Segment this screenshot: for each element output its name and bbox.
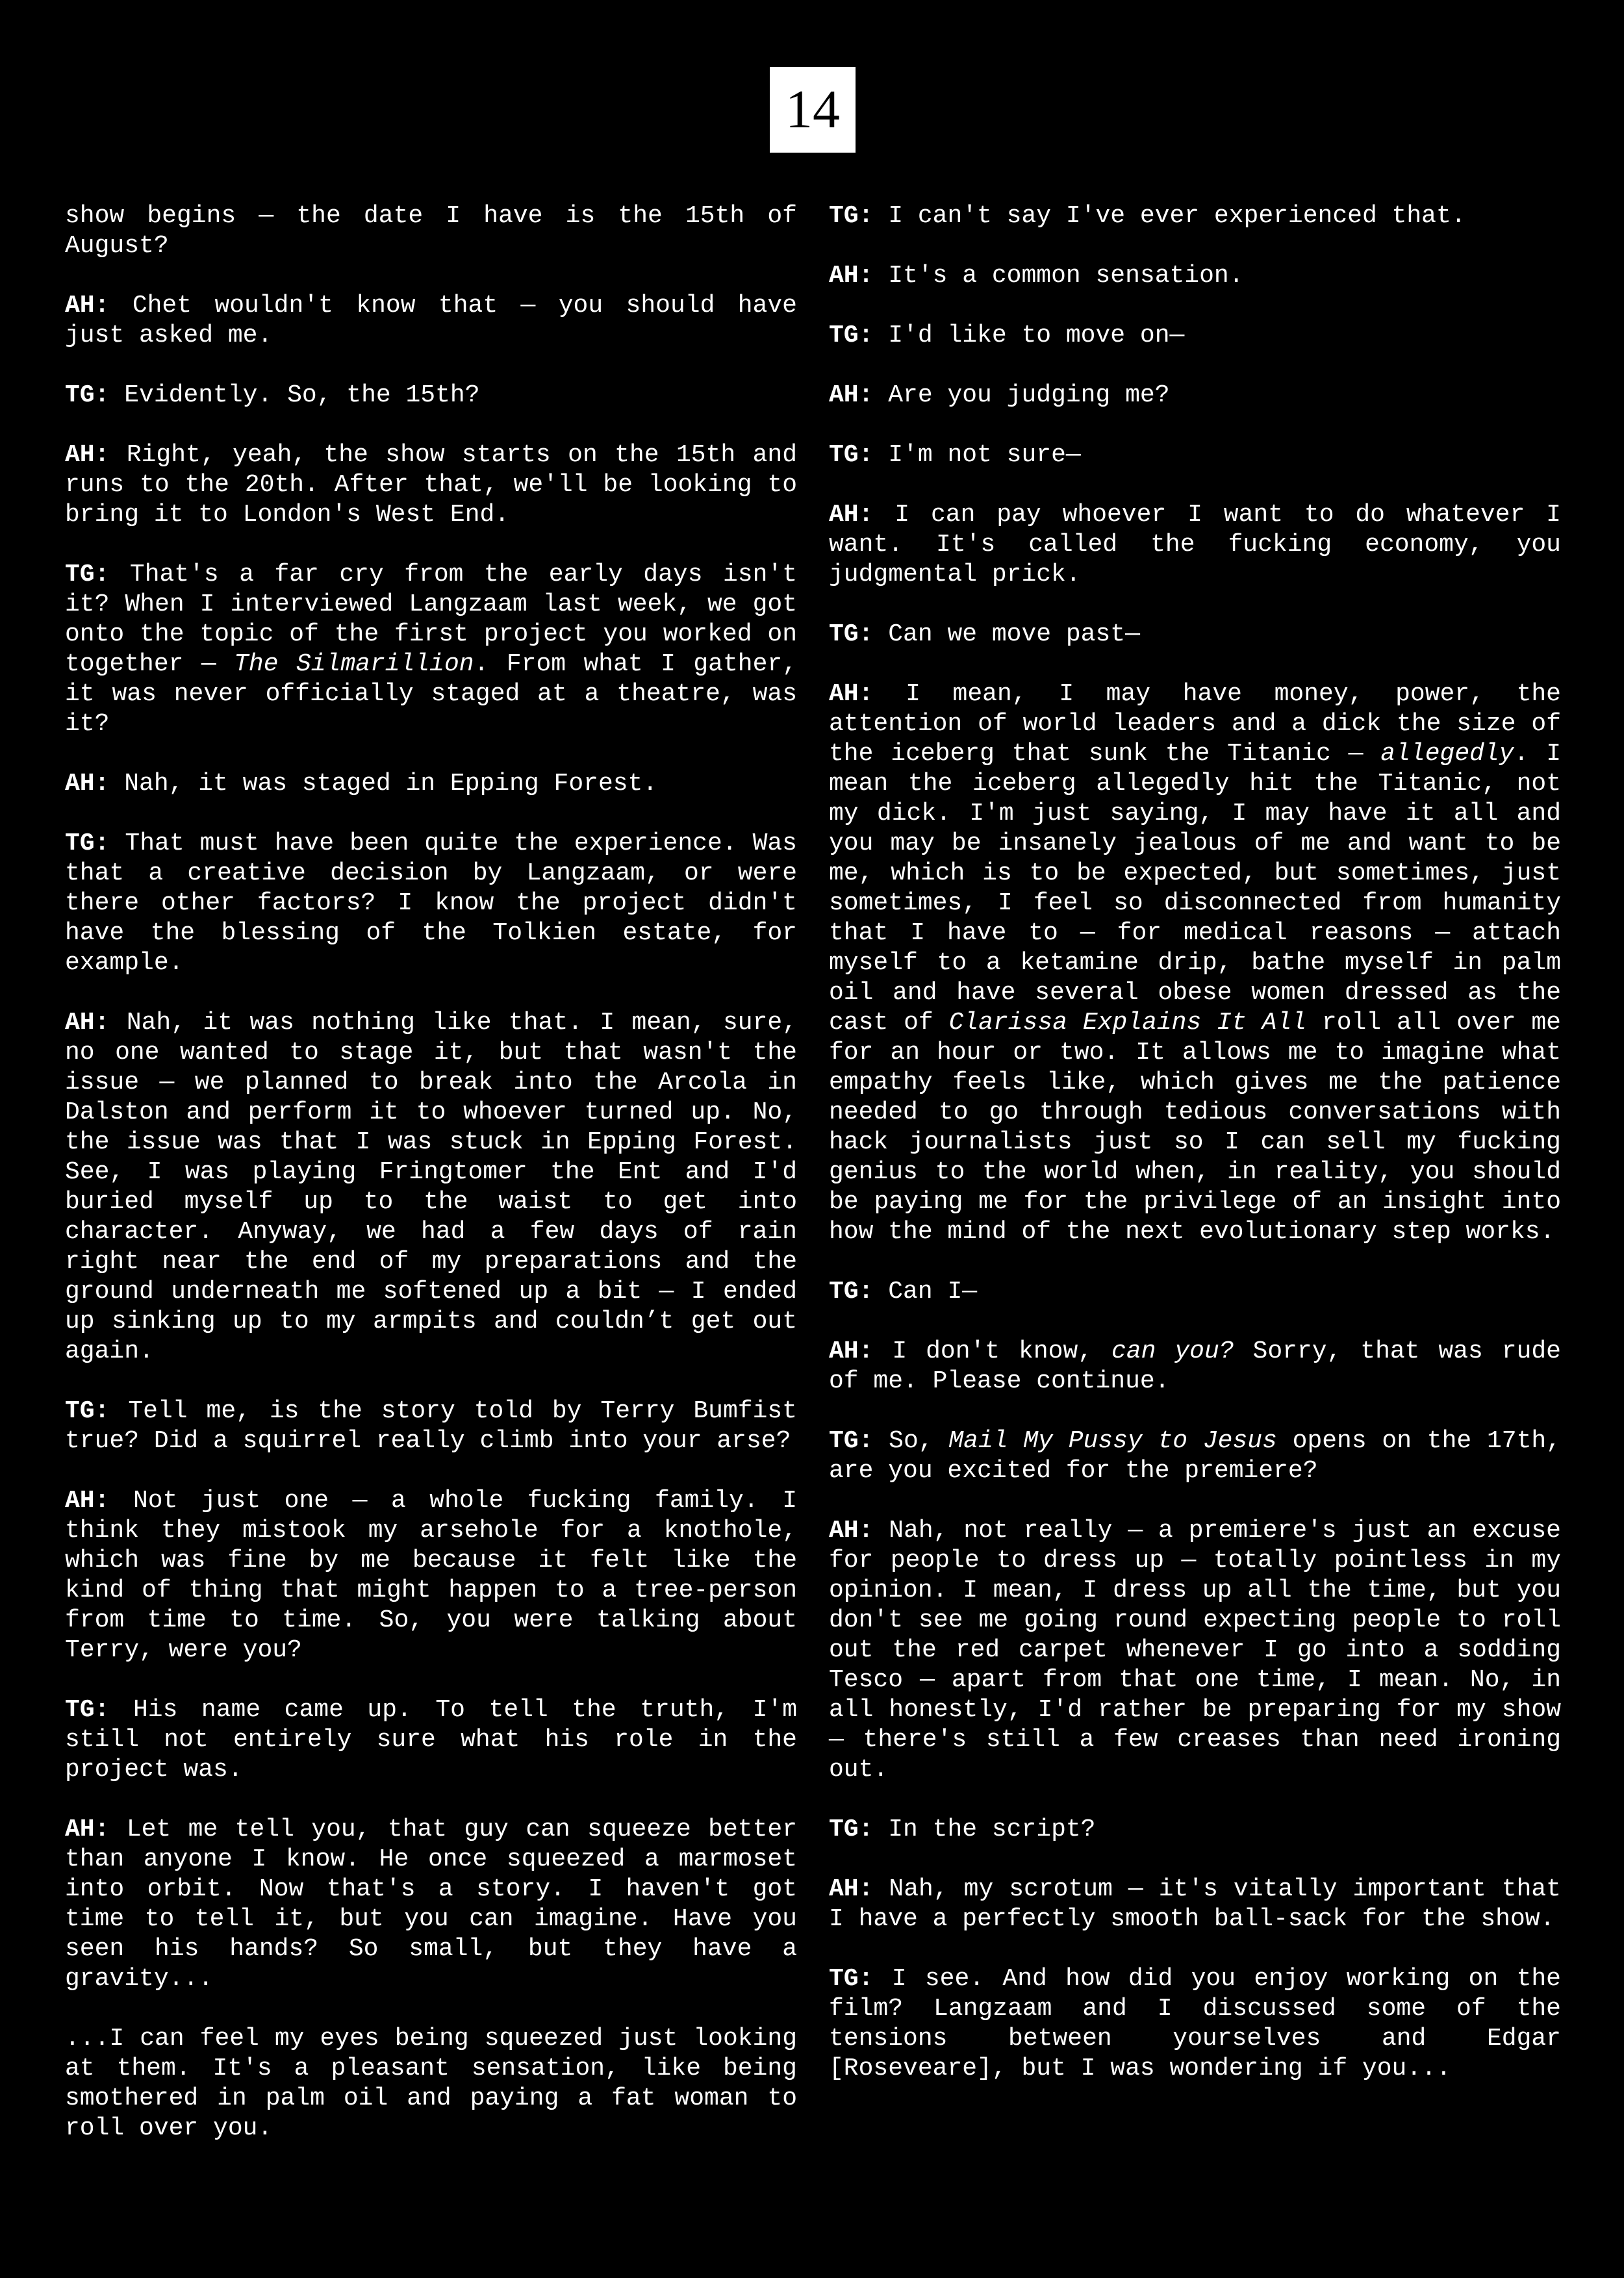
interview-paragraph: [829, 440, 1561, 470]
speaker-label: AH:: [829, 1517, 874, 1545]
paragraph-text: I can pay whoever I want to do whatever I want. It's called the fucking economy, you judgmental prick.: [829, 501, 1561, 588]
paragraph-text: In the script?: [873, 1816, 1096, 1843]
paragraph-text: . I mean the iceberg allegedly hit the Titanic, not my dick. I'm just saying, I may have it all and you may be insanely jealous of me and want to be me, which is to be expected, but sometimes, just sometimes, I feel so disconnected from humanity that I have to — for medical reasons — attach myself to a ketamine drip, bathe myself in palm oil and have several obese women dressed as the cast of: [829, 740, 1561, 1037]
interview-paragraph: [65, 1815, 797, 1994]
italic-title: can you?: [1111, 1337, 1234, 1365]
interview-paragraph: [65, 1008, 797, 1367]
paragraph-text: Right, yeah, the show starts on the 15th and runs to the 20th. After that, we'll be looking to bring it to London's West End.: [65, 441, 797, 529]
paragraph-text: His name came up. To tell the truth, I'm still not entirely sure what his role in the project was.: [65, 1696, 797, 1784]
interview-paragraph: [65, 201, 797, 261]
interview-paragraph: [829, 1964, 1561, 2084]
speaker-label: TG:: [829, 1965, 874, 1993]
paragraph-text: I see. And how did you enjoy working on the film? Langzaam and I discussed some of the tensions between yourselves and Edgar [Roseveare], but I was wondering if you...: [829, 1965, 1561, 2082]
paragraph-text: Nah, not really — a premiere's just an excuse for people to dress up — totally pointless in my opinion. I mean, I dress up all the time, but you don't see me going round expecting people to roll out the red carpet whenever I go into a sodding Tesco — apart from that one time, I mean. No, in all honestly, I'd rather be preparing for my show — there's still a few creases than need ironing out.: [829, 1517, 1561, 1784]
speaker-label: TG:: [829, 441, 874, 469]
italic-title: allegedly: [1380, 740, 1514, 768]
paragraph-text: That's a far cry from the early days isn't it? When I interviewed Langzaam last week, we got onto the topic of the first project you worked on together —: [65, 561, 797, 678]
interview-paragraph: [65, 291, 797, 351]
interview-paragraph: [829, 321, 1561, 351]
paragraph-text: I'd like to move on—: [873, 322, 1185, 349]
interview-paragraph: [829, 620, 1561, 650]
speaker-label: AH:: [829, 501, 874, 529]
speaker-label: TG:: [829, 620, 874, 648]
interview-paragraph: [65, 1397, 797, 1456]
speaker-label: AH:: [829, 262, 874, 290]
interview-paragraph: [65, 560, 797, 739]
paragraph-text: So,: [873, 1427, 949, 1455]
speaker-label: AH:: [65, 1009, 110, 1037]
speaker-label: TG:: [829, 1816, 874, 1843]
paragraph-text: Nah, my scrotum — it's vitally important that I have a perfectly smooth ball-sack for the show.: [829, 1875, 1561, 1933]
paragraph-text: Tell me, is the story told by Terry Bumfist true? Did a squirrel really climb into your arse?: [65, 1397, 797, 1455]
speaker-label: TG:: [829, 1278, 874, 1306]
paragraph-text: Are you judging me?: [873, 381, 1170, 409]
paragraph-text: I don't know,: [873, 1337, 1112, 1365]
speaker-label: TG:: [65, 1696, 110, 1724]
interview-paragraph: [65, 2024, 797, 2144]
interview-paragraph: [829, 679, 1561, 1247]
interview-paragraph: [829, 1875, 1561, 1934]
paragraph-text: opens on the 17th, are you excited for the premiere?: [829, 1427, 1561, 1485]
interview-paragraph: [65, 1695, 797, 1785]
speaker-label: AH:: [65, 292, 110, 320]
italic-title: Clarissa Explains It All: [948, 1009, 1307, 1037]
paragraph-text: Not just one — a whole fucking family. I think they mistook my arsehole for a knothole, which was fine by me because it felt like the kind of thing that might happen to a tree-person from time to time. So, you were talking about Terry, were you?: [65, 1487, 797, 1664]
paragraph-text: I can't say I've ever experienced that.: [873, 202, 1466, 230]
paragraph-text: Nah, it was nothing like that. I mean, sure, no one wanted to stage it, but that wasn't the issue — we planned to break into the Arcola in Dalston and perform it to whoever turned up. No, the issue was that I was stuck in Epping Forest. See, I was playing Fringtomer the Ent and I'd buried myself up to the waist to get into character. Anyway, we had a few days of rain right near the end of my preparations and the ground underneath me softened up a bit — I ended up sinking up to my armpits and couldn’t get out again.: [65, 1009, 797, 1365]
speaker-label: TG:: [65, 829, 110, 857]
paragraph-text: That must have been quite the experience. Was that a creative decision by Langzaam, or were there other factors? I know the project didn't have the blessing of the Tolkien estate, for example.: [65, 829, 797, 977]
interview-paragraph: [829, 1815, 1561, 1845]
paragraph-text: Can I—: [873, 1278, 978, 1306]
paragraph-text: Sorry, that was rude of me. Please continue.: [829, 1337, 1561, 1395]
interview-paragraph: [829, 261, 1561, 291]
interview-paragraph: [829, 1337, 1561, 1397]
speaker-label: AH:: [65, 441, 110, 469]
interview-paragraph: [829, 500, 1561, 590]
speaker-label: TG:: [829, 202, 874, 230]
speaker-label: TG:: [65, 381, 110, 409]
interview-paragraph: [65, 1486, 797, 1665]
speaker-label: TG:: [829, 322, 874, 349]
speaker-label: AH:: [829, 1337, 874, 1365]
paragraph-text: I'm not sure—: [873, 441, 1081, 469]
left-text-column: [65, 201, 797, 2173]
speaker-label: AH:: [829, 1875, 874, 1903]
speaker-label: AH:: [829, 680, 874, 708]
paragraph-text: It's a common sensation.: [873, 262, 1244, 290]
paragraph-text: Nah, it was staged in Epping Forest.: [109, 770, 658, 798]
interview-paragraph: [829, 1516, 1561, 1785]
speaker-label: TG:: [65, 561, 110, 588]
interview-paragraph: [829, 201, 1561, 231]
speaker-label: AH:: [65, 1487, 110, 1515]
speaker-label: AH:: [65, 770, 110, 798]
paragraph-text: show begins — the date I have is the 15th of August?: [65, 202, 797, 260]
right-text-column: [829, 201, 1561, 2114]
interview-paragraph: [829, 381, 1561, 411]
paragraph-text: . From what I gather, it was never officially staged at a theatre, was it?: [65, 650, 798, 738]
interview-paragraph: [65, 440, 797, 530]
interview-paragraph: [829, 1277, 1561, 1307]
paragraph-text: ...I can feel my eyes being squeezed just looking at them. It's a pleasant sensation, like being smothered in palm oil and paying a fat woman to roll over you.: [65, 2025, 797, 2142]
paragraph-text: I mean, I may have money, power, the attention of world leaders and a dick the size of the iceberg that sunk the Titanic —: [829, 680, 1561, 768]
speaker-label: TG:: [65, 1397, 110, 1425]
page-number: 14: [770, 67, 856, 153]
paragraph-text: Can we move past—: [873, 620, 1140, 648]
interview-paragraph: [65, 769, 797, 799]
italic-title: The Silmarillion: [234, 650, 474, 678]
paragraph-text: Chet wouldn't know that — you should have just asked me.: [65, 292, 797, 349]
paragraph-text: roll all over me for an hour or two. It allows me to imagine what empathy feels like, which gives me the patience needed to go through tedious conversations with hack journalists just so I can sell my fucking genius to the world when, in reality, you should be paying me for the privilege of an insight into how the mind of the next evolutionary step works.: [829, 1009, 1561, 1246]
speaker-label: TG:: [829, 1427, 874, 1455]
interview-paragraph: [65, 829, 797, 978]
paragraph-text: Evidently. So, the 15th?: [109, 381, 480, 409]
interview-paragraph: [829, 1426, 1561, 1486]
paragraph-text: Let me tell you, that guy can squeeze better than anyone I know. He once squeezed a marmoset into orbit. Now that's a story. I haven't got time to tell it, but you can imagine. Have you seen his hands? So small, but they have a gravity...: [65, 1816, 797, 1993]
italic-title: Mail My Pussy to Jesus: [948, 1427, 1277, 1455]
speaker-label: AH:: [829, 381, 874, 409]
speaker-label: AH:: [65, 1816, 110, 1843]
interview-paragraph: [65, 381, 797, 411]
